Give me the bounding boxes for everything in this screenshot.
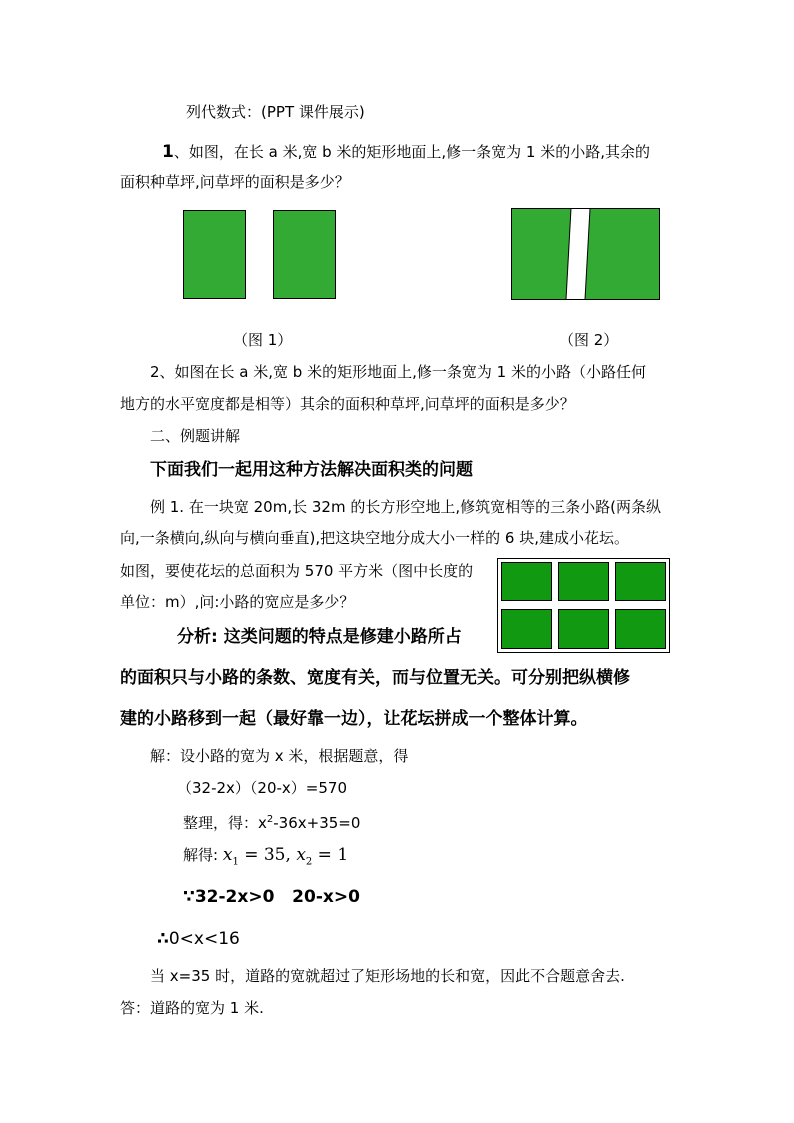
solution-line-1: 解：设小路的宽为 x 米，根据题意，得 xyxy=(150,747,409,765)
example-line-3: 如图，要使花坛的总面积为 570 平方米（图中长度的 xyxy=(120,562,474,580)
figure-1-path xyxy=(245,210,274,299)
solution-roots xyxy=(183,845,348,872)
root-x1-var: x xyxy=(222,845,233,865)
example-line-4: 单位：m）,问:小路的宽应是多少？ xyxy=(120,593,355,611)
analysis-line-3: 建的小路移到一起（最好靠一边），让花坛拼成一个整体计算。 xyxy=(120,709,588,729)
root-x2-var: x xyxy=(296,845,306,865)
therefore-symbol: ∴ xyxy=(157,929,169,949)
flowerbed xyxy=(501,562,552,601)
condition-line xyxy=(183,887,360,907)
range-text: 0<x<16 xyxy=(168,929,240,949)
question-2-line-2: 地方的水平宽度都是相等）其余的面积种草坪,问草坪的面积是多少？ xyxy=(120,395,575,413)
condition-text: 32-2x>0 20-x>0 xyxy=(194,887,360,907)
question-1-number: 1 xyxy=(162,142,174,162)
intro-line: 列代数式：(PPT 课件展示) xyxy=(186,103,365,121)
flowerbed xyxy=(615,562,666,601)
question-1-line-1: 、如图，在长 a 米,宽 b 米的矩形地面上,修一条宽为 1 米的小路,其余的 xyxy=(173,143,651,161)
analysis-line-2: 的面积只与小路的条数、宽度有关，而与位置无关。可分别把纵横修 xyxy=(120,668,630,688)
because-symbol: ∵ xyxy=(183,887,195,907)
roots-label: 解得: xyxy=(183,846,219,864)
simplified-exponent: 2 xyxy=(266,814,274,825)
flowerbed xyxy=(558,609,609,649)
figure-2-caption: （图 2） xyxy=(559,331,619,349)
root-x2-sub: 2 xyxy=(305,856,313,868)
solution-equation: （32-2x）（20-x）=570 xyxy=(177,779,347,797)
question-1 xyxy=(162,142,650,162)
question-1-line-2: 面积种草坪,问草坪的面积是多少？ xyxy=(120,173,350,191)
simplified-part-b: -36x+35=0 xyxy=(273,814,361,832)
example-line-1: 例 1. 在一块宽 20m,长 32m 的长方形空地上,修筑宽相等的三条小路(两条纵 xyxy=(150,498,661,516)
flowerbed xyxy=(615,609,666,649)
solution-simplified xyxy=(183,810,360,833)
flowerbed xyxy=(558,562,609,601)
figure-2-field xyxy=(511,208,661,301)
figure-1-caption: （图 1） xyxy=(233,331,293,349)
roots-end: = 1 xyxy=(312,845,349,865)
question-2-line-1: 2、如图在长 a 米,宽 b 米的矩形地面上,修一条宽为 1 米的小路（小路任何 xyxy=(150,363,646,381)
solution-reject-line: 当 x=35 时，道路的宽就超过了矩形场地的长和宽，因此不合题意舍去. xyxy=(150,967,625,985)
flowerbed xyxy=(501,609,552,649)
answer-line: 答：道路的宽为 1 米. xyxy=(120,999,264,1017)
example-line-2: 向,一条横向,纵向与横向垂直),把这块空地分成大小一样的 6 块,建成小花坛。 xyxy=(120,529,630,547)
range-line xyxy=(157,929,240,949)
simplified-part-a: 整理，得：x xyxy=(183,814,267,832)
roots-mid: = 35, xyxy=(238,845,297,865)
section-subheading: 下面我们一起用这种方法解决面积类的问题 xyxy=(150,460,473,480)
figure-3-garden xyxy=(497,558,670,653)
roots-formula xyxy=(222,845,349,868)
section-heading: 二、例题讲解 xyxy=(150,427,241,445)
analysis-line-1: 分析: 这类问题的特点是修建小路所占 xyxy=(177,627,462,647)
figure-1-field xyxy=(183,210,336,299)
root-x1-sub: 1 xyxy=(232,856,239,868)
